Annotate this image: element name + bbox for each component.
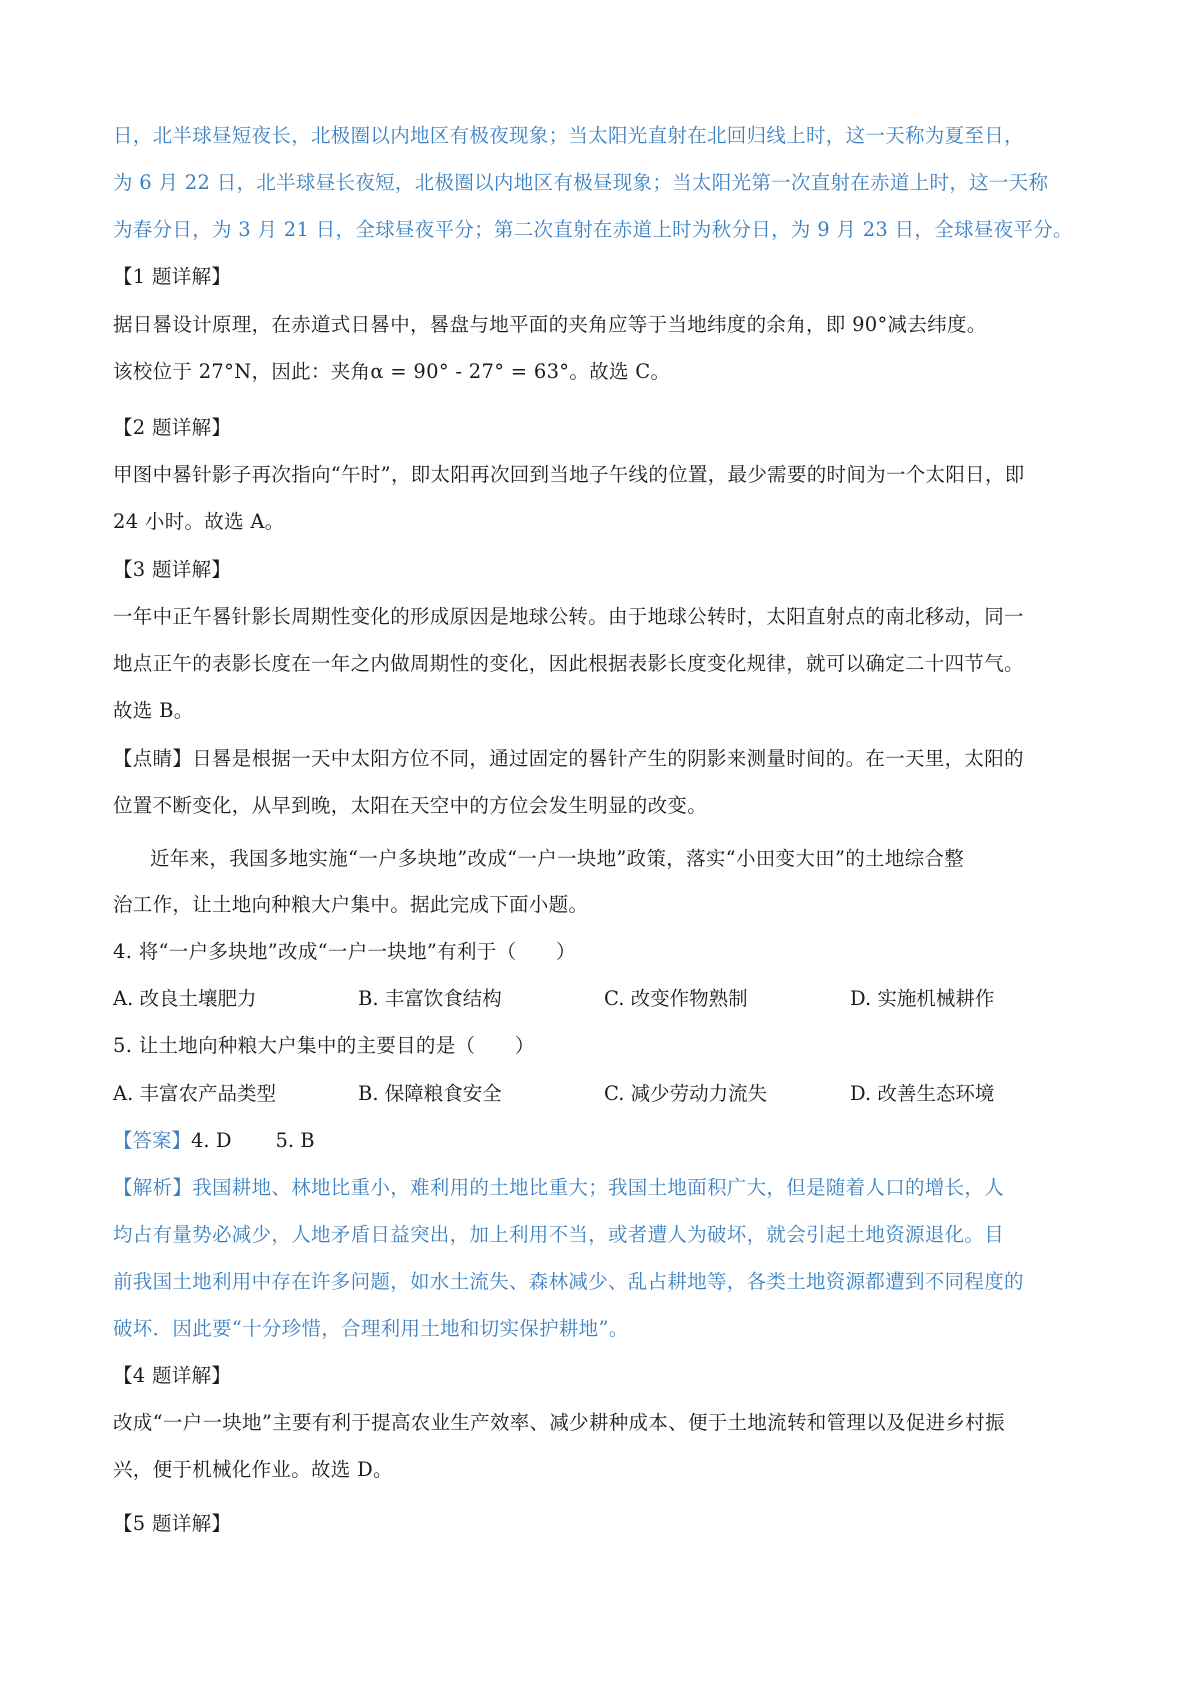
- q4-stem: 4. 将“一户多块地”改成“一户一块地”有利于（ ）: [113, 940, 576, 963]
- q1-detail-line: 该校位于 27°N，因此：夹角α = 90° - 27° = 63°。故选 C。: [113, 360, 671, 383]
- q4-option-a: A. 改良土壤肥力: [113, 987, 257, 1010]
- q4-option-d: D. 实施机械耕作: [850, 987, 995, 1010]
- q1-detail-line: 据日晷设计原理，在赤道式日晷中，晷盘与地平面的夹角应等于当地纬度的余角，即 90°减去纬度。: [113, 313, 987, 336]
- q3-detail-line: 故选 B。: [113, 699, 194, 722]
- q5-option-a: A. 丰富农产品类型: [113, 1082, 276, 1105]
- q4-option-c: C. 改变作物熟制: [604, 987, 748, 1010]
- analysis-line: 前我国土地利用中存在许多问题，如水土流失、森林减少、乱占耕地等，各类土地资源都遭到不同程度的: [113, 1270, 1024, 1293]
- q3-detail-line: 一年中正午晷针影长周期性变化的形成原因是地球公转。由于地球公转时，太阳直射点的南北移动，同一: [113, 605, 1024, 628]
- explanation-line: 为春分日，为 3 月 21 日，全球昼夜平分；第二次直射在赤道上时为秋分日，为 9 月 23 日，全球昼夜平分。: [113, 218, 1073, 241]
- tip-line: 位置不断变化，从早到晚，太阳在天空中的方位会发生明显的改变。: [113, 794, 708, 817]
- passage-line: 近年来，我国多地实施“一户多块地”改成“一户一块地”政策，落实“小田变大田”的土地综合整: [150, 847, 965, 870]
- q2-detail-heading: 【2 题详解】: [113, 416, 232, 439]
- q2-detail-line: 24 小时。故选 A。: [113, 510, 285, 533]
- q1-detail-heading: 【1 题详解】: [113, 265, 232, 288]
- q4-detail-line: 兴，便于机械化作业。故选 D。: [113, 1458, 393, 1481]
- answer-tag: 【答案】: [113, 1129, 192, 1152]
- q3-detail-heading: 【3 题详解】: [113, 558, 232, 581]
- tip-line: 【点睛】日晷是根据一天中太阳方位不同，通过固定的晷针产生的阴影来测量时间的。在一天里，太阳的: [113, 747, 1024, 770]
- q5-detail-heading: 【5 题详解】: [113, 1512, 232, 1535]
- q5-option-d: D. 改善生态环境: [850, 1082, 995, 1105]
- explanation-line: 为 6 月 22 日，北半球昼长夜短，北极圈以内地区有极昼现象；当太阳光第一次直射在赤道上时，这一天称: [113, 171, 1049, 194]
- passage-line: 治工作，让土地向种粮大户集中。据此完成下面小题。: [113, 893, 589, 916]
- answer-value: 4. D: [191, 1129, 232, 1152]
- analysis-tag: 【解析】: [113, 1176, 193, 1199]
- q5-stem: 5. 让土地向种粮大户集中的主要目的是（ ）: [113, 1034, 535, 1057]
- q4-option-b: B. 丰富饮食结构: [358, 987, 502, 1010]
- q5-option-c: C. 减少劳动力流失: [604, 1082, 768, 1105]
- answer-value: 5. B: [275, 1129, 315, 1152]
- q5-option-b: B. 保障粮食安全: [358, 1082, 502, 1105]
- explanation-line: 日，北半球昼短夜长，北极圈以内地区有极夜现象；当太阳光直射在北回归线上时，这一天称为夏至日，: [113, 124, 1024, 147]
- q4-detail-heading: 【4 题详解】: [113, 1364, 232, 1387]
- answer-row: [113, 1127, 315, 1155]
- analysis-text: 我国耕地、林地比重小，难利用的土地比重大；我国土地面积广大，但是随着人口的增长，人: [192, 1176, 1005, 1199]
- analysis-line: 破坏．因此要“十分珍惜，合理利用土地和切实保护耕地”。: [113, 1317, 629, 1340]
- q2-detail-line: 甲图中晷针影子再次指向“午时”，即太阳再次回到当地子午线的位置，最少需要的时间为一个太阳日，即: [113, 463, 1025, 486]
- q3-detail-line: 地点正午的表影长度在一年之内做周期性的变化，因此根据表影长度变化规律，就可以确定二十四节气。: [113, 652, 1024, 675]
- q4-detail-line: 改成“一户一块地”主要有利于提高农业生产效率、减少耕种成本、便于土地流转和管理以及促进乡村振: [113, 1411, 1005, 1434]
- analysis-line: 均占有量势必减少，人地矛盾日益突出，加上利用不当，或者遭人为破坏，就会引起土地资源退化。目: [113, 1223, 1005, 1246]
- analysis-line: [113, 1174, 1103, 1202]
